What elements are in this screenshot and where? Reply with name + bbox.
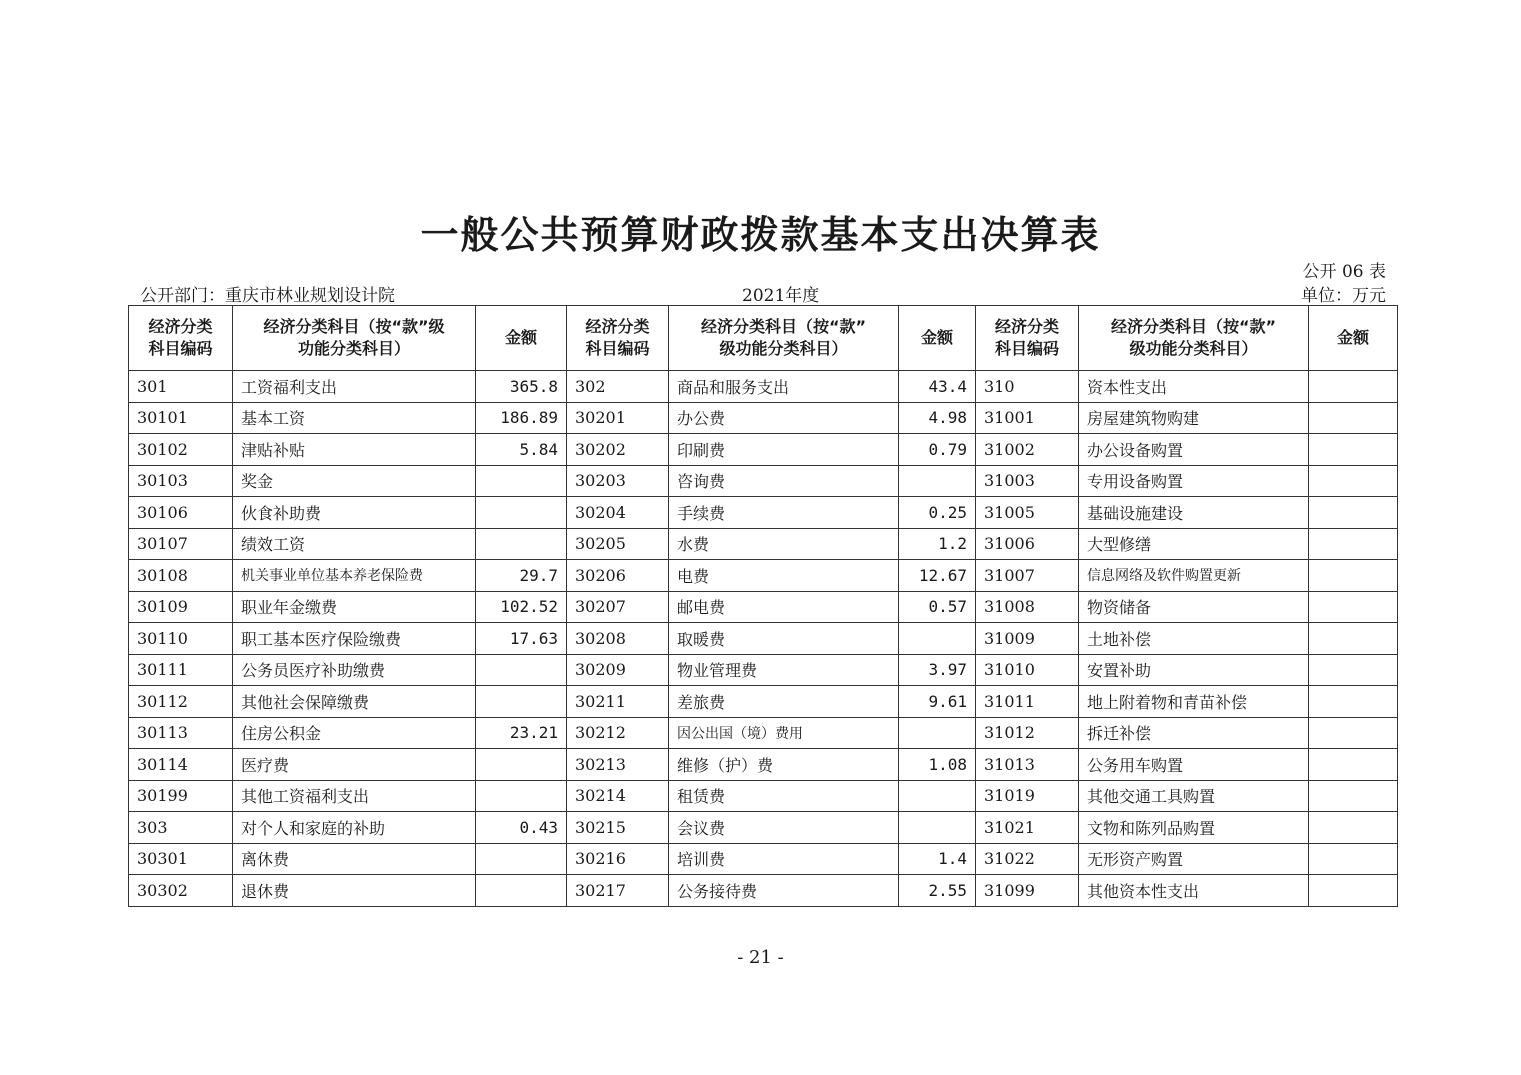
amount-cell: [476, 780, 567, 812]
name-cell: 大型修缮: [1079, 528, 1309, 560]
code-cell: 30215: [567, 812, 669, 844]
code-cell: 31001: [976, 402, 1079, 434]
name-cell: 咨询费: [669, 465, 899, 497]
amount-cell: [1309, 528, 1398, 560]
amount-cell: 2.55: [899, 875, 976, 907]
name-cell: 退休费: [233, 875, 476, 907]
amount-cell: 4.98: [899, 402, 976, 434]
table-row: [129, 434, 1398, 466]
table-row: [129, 812, 1398, 844]
code-cell: 30216: [567, 843, 669, 875]
amount-cell: [899, 780, 976, 812]
code-cell: 30110: [129, 623, 233, 655]
amount-cell: 3.97: [899, 654, 976, 686]
header-amount: 金额: [476, 306, 567, 371]
amount-cell: [899, 717, 976, 749]
amount-cell: [1309, 843, 1398, 875]
amount-cell: [1309, 623, 1398, 655]
name-cell: 公务员医疗补助缴费: [233, 654, 476, 686]
name-cell: 电费: [669, 560, 899, 592]
code-cell: 31006: [976, 528, 1079, 560]
code-cell: 303: [129, 812, 233, 844]
table-row: [129, 528, 1398, 560]
amount-cell: [476, 528, 567, 560]
name-cell: 水费: [669, 528, 899, 560]
amount-cell: [1309, 654, 1398, 686]
code-cell: 30113: [129, 717, 233, 749]
code-cell: 31002: [976, 434, 1079, 466]
page-title: 一般公共预算财政拨款基本支出决算表: [420, 213, 1101, 257]
amount-cell: [476, 686, 567, 718]
table-row: [129, 843, 1398, 875]
code-cell: 30217: [567, 875, 669, 907]
amount-cell: 1.4: [899, 843, 976, 875]
name-cell: 奖金: [233, 465, 476, 497]
amount-cell: [1309, 749, 1398, 781]
amount-cell: [476, 654, 567, 686]
code-cell: 30209: [567, 654, 669, 686]
name-cell: 职业年金缴费: [233, 591, 476, 623]
code-cell: 31022: [976, 843, 1079, 875]
table-row: [129, 717, 1398, 749]
code-cell: 30211: [567, 686, 669, 718]
table-number: 公开 06 表: [1302, 262, 1386, 282]
code-cell: 30101: [129, 402, 233, 434]
amount-cell: 23.21: [476, 717, 567, 749]
amount-cell: [476, 465, 567, 497]
code-cell: 30208: [567, 623, 669, 655]
amount-cell: [1309, 434, 1398, 466]
name-cell: 基本工资: [233, 402, 476, 434]
amount-cell: [476, 497, 567, 529]
table-row: [129, 560, 1398, 592]
code-cell: 301: [129, 371, 233, 403]
name-cell: 取暖费: [669, 623, 899, 655]
code-cell: 31019: [976, 780, 1079, 812]
code-cell: 30107: [129, 528, 233, 560]
name-cell: 工资福利支出: [233, 371, 476, 403]
header-name: 经济分类科目（按“款” 级功能分类科目）: [669, 306, 899, 371]
table-row: [129, 686, 1398, 718]
code-cell: 30106: [129, 497, 233, 529]
amount-cell: [1309, 402, 1398, 434]
name-cell: 其他工资福利支出: [233, 780, 476, 812]
name-cell: 医疗费: [233, 749, 476, 781]
name-cell: 职工基本医疗保险缴费: [233, 623, 476, 655]
code-cell: 30199: [129, 780, 233, 812]
code-cell: 30102: [129, 434, 233, 466]
amount-cell: 9.61: [899, 686, 976, 718]
code-cell: 31011: [976, 686, 1079, 718]
code-cell: 31010: [976, 654, 1079, 686]
code-cell: 31009: [976, 623, 1079, 655]
code-cell: 30203: [567, 465, 669, 497]
amount-cell: [1309, 497, 1398, 529]
amount-cell: [476, 749, 567, 781]
amount-cell: [1309, 560, 1398, 592]
code-cell: 30103: [129, 465, 233, 497]
code-cell: 30213: [567, 749, 669, 781]
code-cell: 31012: [976, 717, 1079, 749]
code-cell: 30212: [567, 717, 669, 749]
code-cell: 30111: [129, 654, 233, 686]
amount-cell: [1309, 686, 1398, 718]
code-cell: 30202: [567, 434, 669, 466]
name-cell: 基础设施建设: [1079, 497, 1309, 529]
name-cell: 伙食补助费: [233, 497, 476, 529]
amount-cell: 29.7: [476, 560, 567, 592]
header-code: 经济分类 科目编码: [567, 306, 669, 371]
code-cell: 30108: [129, 560, 233, 592]
amount-cell: 186.89: [476, 402, 567, 434]
code-cell: 30207: [567, 591, 669, 623]
name-cell: 津贴补贴: [233, 434, 476, 466]
code-cell: 30204: [567, 497, 669, 529]
amount-cell: [1309, 780, 1398, 812]
table-row: [129, 497, 1398, 529]
amount-cell: 1.08: [899, 749, 976, 781]
name-cell: 文物和陈列品购置: [1079, 812, 1309, 844]
amount-cell: 12.67: [899, 560, 976, 592]
code-cell: 30201: [567, 402, 669, 434]
table-row: [129, 623, 1398, 655]
code-cell: 30214: [567, 780, 669, 812]
table-row: [129, 780, 1398, 812]
amount-cell: 5.84: [476, 434, 567, 466]
unit-label: 单位：万元: [1301, 286, 1386, 306]
name-cell: 印刷费: [669, 434, 899, 466]
name-cell: 因公出国（境）费用: [669, 717, 899, 749]
name-cell: 公务用车购置: [1079, 749, 1309, 781]
amount-cell: [899, 465, 976, 497]
name-cell: 维修（护）费: [669, 749, 899, 781]
name-cell: 办公费: [669, 402, 899, 434]
name-cell: 住房公积金: [233, 717, 476, 749]
table-row: [129, 875, 1398, 907]
header-name: 经济分类科目（按“款”级 功能分类科目）: [233, 306, 476, 371]
name-cell: 拆迁补偿: [1079, 717, 1309, 749]
table-row: [129, 371, 1398, 403]
name-cell: 无形资产购置: [1079, 843, 1309, 875]
amount-cell: 1.2: [899, 528, 976, 560]
amount-cell: [1309, 875, 1398, 907]
amount-cell: [1309, 591, 1398, 623]
name-cell: 对个人和家庭的补助: [233, 812, 476, 844]
code-cell: 31099: [976, 875, 1079, 907]
budget-table: [128, 305, 1398, 907]
amount-cell: [899, 623, 976, 655]
code-cell: 31021: [976, 812, 1079, 844]
amount-cell: 365.8: [476, 371, 567, 403]
amount-cell: [476, 875, 567, 907]
code-cell: 31005: [976, 497, 1079, 529]
amount-cell: 43.4: [899, 371, 976, 403]
header-row: [129, 306, 1398, 371]
name-cell: 绩效工资: [233, 528, 476, 560]
name-cell: 离休费: [233, 843, 476, 875]
name-cell: 土地补偿: [1079, 623, 1309, 655]
code-cell: 31003: [976, 465, 1079, 497]
name-cell: 办公设备购置: [1079, 434, 1309, 466]
table-row: [129, 654, 1398, 686]
table-row: [129, 402, 1398, 434]
fiscal-year: 2021年度: [742, 286, 820, 306]
name-cell: 其他资本性支出: [1079, 875, 1309, 907]
code-cell: 30301: [129, 843, 233, 875]
name-cell: 会议费: [669, 812, 899, 844]
header-code: 经济分类 科目编码: [976, 306, 1079, 371]
amount-cell: [1309, 717, 1398, 749]
name-cell: 物业管理费: [669, 654, 899, 686]
code-cell: 30109: [129, 591, 233, 623]
name-cell: 差旅费: [669, 686, 899, 718]
amount-cell: [1309, 465, 1398, 497]
code-cell: 30205: [567, 528, 669, 560]
code-cell: 30112: [129, 686, 233, 718]
department-label: 公开部门：重庆市林业规划设计院: [140, 286, 395, 306]
amount-cell: 0.43: [476, 812, 567, 844]
name-cell: 专用设备购置: [1079, 465, 1309, 497]
name-cell: 机关事业单位基本养老保险费: [233, 560, 476, 592]
amount-cell: 0.79: [899, 434, 976, 466]
amount-cell: [1309, 812, 1398, 844]
amount-cell: 0.57: [899, 591, 976, 623]
name-cell: 物资储备: [1079, 591, 1309, 623]
table-row: [129, 749, 1398, 781]
code-cell: 31013: [976, 749, 1079, 781]
header-name: 经济分类科目（按“款” 级功能分类科目）: [1079, 306, 1309, 371]
amount-cell: [476, 843, 567, 875]
code-cell: 310: [976, 371, 1079, 403]
amount-cell: 0.25: [899, 497, 976, 529]
page-number: - 21 -: [737, 947, 784, 968]
table-row: [129, 465, 1398, 497]
amount-cell: [1309, 371, 1398, 403]
name-cell: 房屋建筑物购建: [1079, 402, 1309, 434]
header-amount: 金额: [1309, 306, 1398, 371]
name-cell: 地上附着物和青苗补偿: [1079, 686, 1309, 718]
name-cell: 资本性支出: [1079, 371, 1309, 403]
name-cell: 商品和服务支出: [669, 371, 899, 403]
code-cell: 30206: [567, 560, 669, 592]
code-cell: 31008: [976, 591, 1079, 623]
name-cell: 公务接待费: [669, 875, 899, 907]
name-cell: 安置补助: [1079, 654, 1309, 686]
amount-cell: [899, 812, 976, 844]
name-cell: 其他社会保障缴费: [233, 686, 476, 718]
name-cell: 手续费: [669, 497, 899, 529]
code-cell: 31007: [976, 560, 1079, 592]
name-cell: 培训费: [669, 843, 899, 875]
code-cell: 302: [567, 371, 669, 403]
header-code: 经济分类 科目编码: [129, 306, 233, 371]
code-cell: 30114: [129, 749, 233, 781]
code-cell: 30302: [129, 875, 233, 907]
name-cell: 租赁费: [669, 780, 899, 812]
name-cell: 其他交通工具购置: [1079, 780, 1309, 812]
name-cell: 邮电费: [669, 591, 899, 623]
name-cell: 信息网络及软件购置更新: [1079, 560, 1309, 592]
amount-cell: 102.52: [476, 591, 567, 623]
header-amount: 金额: [899, 306, 976, 371]
amount-cell: 17.63: [476, 623, 567, 655]
table-row: [129, 591, 1398, 623]
